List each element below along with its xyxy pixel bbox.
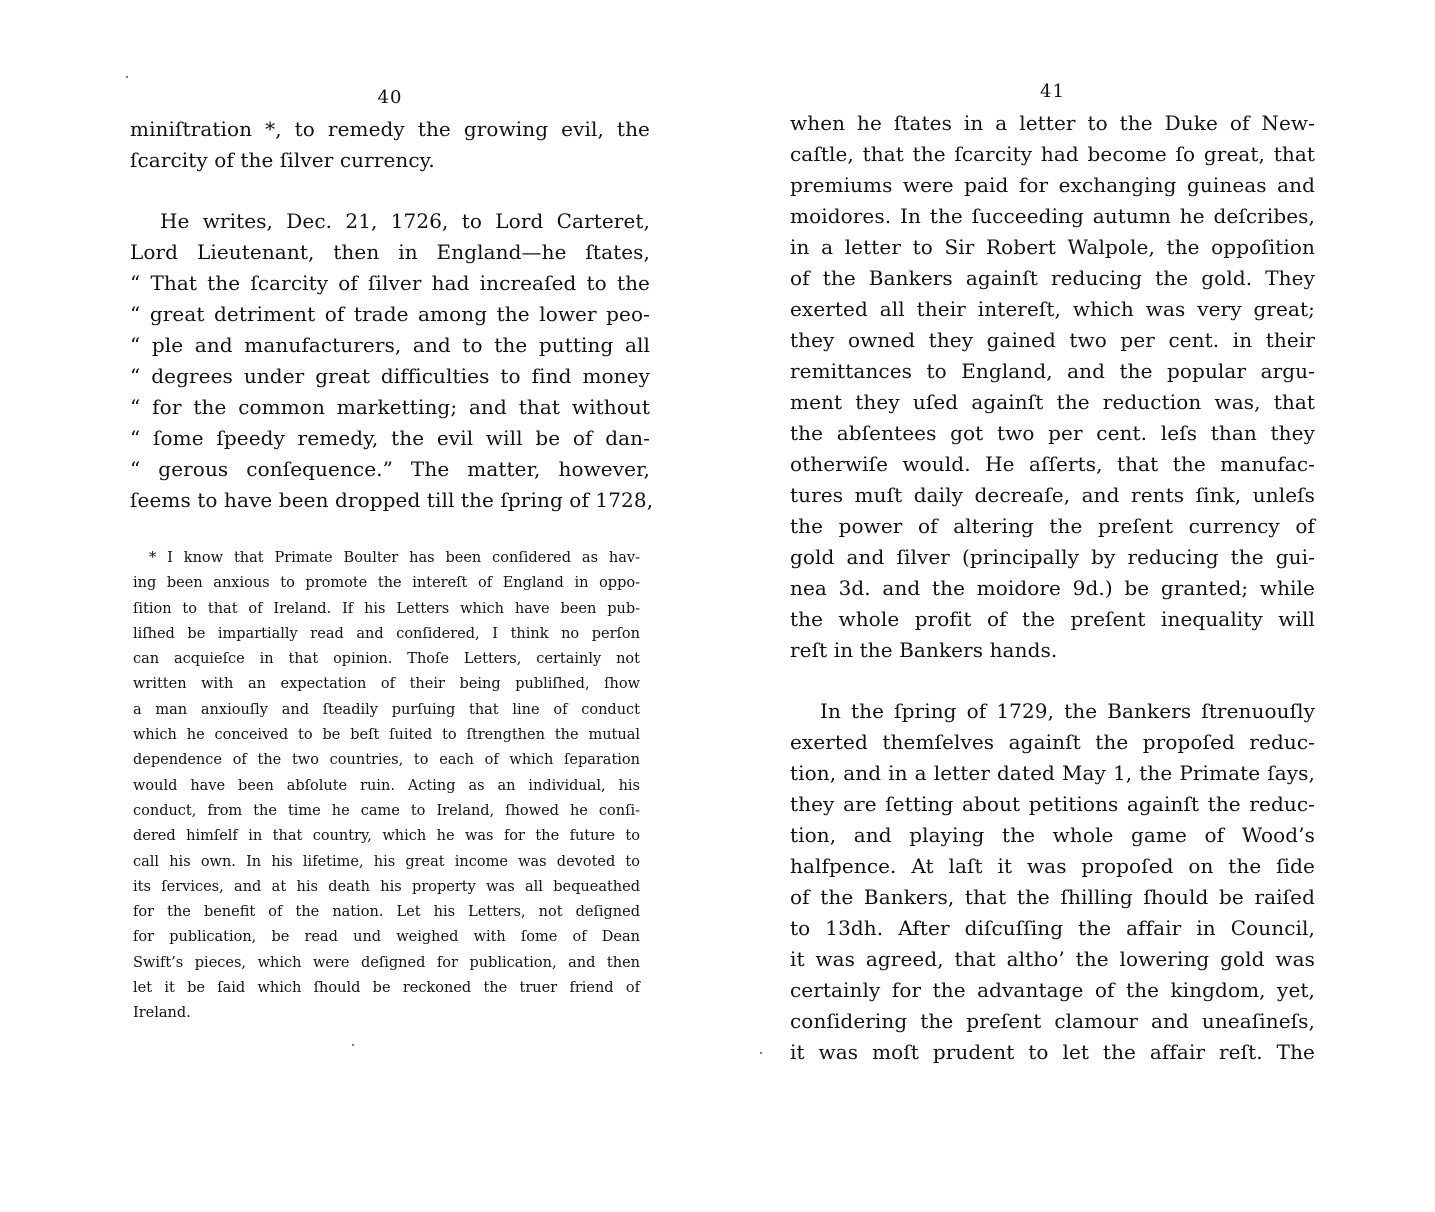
footnote xyxy=(133,546,640,1027)
footnote-line: for publication, be read und weighed with ſome of Dean xyxy=(133,929,640,946)
right-page xyxy=(790,80,1315,1080)
text-line: “ ſome ſpeedy remedy, the evil will be of dan- xyxy=(130,426,650,450)
text-line: otherwiſe would. He aſſerts, that the manufac- xyxy=(790,452,1315,476)
text-line: moidores. In the ſucceeding autumn he deſcribes, xyxy=(790,204,1315,228)
footnote-line: dered himſelf in that country, which he was for the future to xyxy=(133,828,640,845)
footnote-line: its ſervices, and at his death his property was all bequeathed xyxy=(133,878,640,895)
text-line: conſidering the preſent clamour and uneaſineſs, xyxy=(790,1009,1315,1033)
scan-speck xyxy=(760,1052,762,1054)
text-line: the abſentees got two per cent. leſs than they xyxy=(790,421,1315,445)
text-line: ſcarcity of the ſilver currency. xyxy=(130,148,435,172)
text-line: it was moſt prudent to let the affair reſt. The xyxy=(790,1040,1315,1064)
paragraph xyxy=(790,696,1315,1068)
text-line: halfpence. At laſt it was propoſed on the ſide xyxy=(790,854,1315,878)
text-line: exerted themſelves againſt the propoſed reduc- xyxy=(790,730,1315,754)
scan-speck xyxy=(352,1044,354,1046)
footnote-line: would have been abſolute ruin. Acting as an individual, his xyxy=(133,777,640,794)
text-line: exerted all their intereſt, which was very great; xyxy=(790,297,1315,321)
footnote-line: call his own. In his lifetime, his great income was devoted to xyxy=(133,853,640,870)
text-line: “ That the ſcarcity of ſilver had increaſed to the xyxy=(130,271,650,295)
text-line: caſtle, that the ſcarcity had become ſo great, that xyxy=(790,142,1315,166)
text-line: premiums were paid for exchanging guineas and xyxy=(790,173,1315,197)
text-line: the power of altering the preſent currency of xyxy=(790,514,1315,538)
footnote-line: let it be ſaid which ſhould be reckoned the truer friend of xyxy=(133,980,640,997)
text-line: of the Bankers, that the ſhilling ſhould be raiſed xyxy=(790,885,1315,909)
text-line: Lord Lieutenant, then in England—he ſtates, xyxy=(130,240,650,264)
footnote-line: conduct, from the time he came to Ireland, ſhowed he conſi- xyxy=(133,802,640,819)
text-line: ſeems to have been dropped till the ſpring of 1728, xyxy=(130,488,654,512)
footnote-line: Ireland. xyxy=(133,1005,191,1022)
text-line: “ gerous conſequence.” The matter, however, xyxy=(130,457,650,481)
text-line: certainly for the advantage of the kingdom, yet, xyxy=(790,978,1315,1002)
paragraph-continuation xyxy=(790,108,1315,666)
text-line: the whole profit of the preſent inequality will xyxy=(790,607,1315,631)
text-line: He writes, Dec. 21, 1726, to Lord Carteret, xyxy=(160,209,650,233)
text-line: “ for the common marketting; and that without xyxy=(130,395,650,419)
footnote-line: which he conceived to be beſt ſuited to ſtrengthen the mutual xyxy=(133,727,640,744)
footnote-line: ing been anxious to promote the intereſt of England in oppo- xyxy=(133,575,640,592)
text-line: tion, and playing the whole game of Wood’s xyxy=(790,823,1315,847)
scan-speck xyxy=(126,76,128,78)
text-line: to 13dh. After diſcuſſing the affair in Council, xyxy=(790,916,1315,940)
text-line: when he ſtates in a letter to the Duke of New- xyxy=(790,111,1315,135)
footnote-line: liſhed be impartially read and conſidered, I think no perſon xyxy=(133,625,640,642)
text-line: ment they uſed againſt the reduction was, that xyxy=(790,390,1315,414)
text-line: tion, and in a letter dated May 1, the Primate ſays, xyxy=(790,761,1315,785)
paragraph xyxy=(130,206,654,516)
footnote-line: dependence of the two countries, to each of which ſeparation xyxy=(133,752,640,769)
text-line: gold and ſilver (principally by reducing the gui- xyxy=(790,545,1315,569)
footnote-line: written with an expectation of their being publiſhed, ſhow xyxy=(133,676,640,693)
footnote-line: ſition to that of Ireland. If his Letters which have been pub- xyxy=(133,600,640,617)
text-line: reſt in the Bankers hands. xyxy=(790,638,1058,662)
text-line: tures muſt daily decreaſe, and rents ſink, unleſs xyxy=(790,483,1315,507)
footnote-line: for the benefit of the nation. Let his Letters, not deſigned xyxy=(133,904,640,921)
text-line: miniſtration *, to remedy the growing evil, the xyxy=(130,117,650,141)
footnote-line: can acquieſce in that opinion. Thoſe Letters, certainly not xyxy=(133,651,640,668)
page-number: 40 xyxy=(377,87,403,108)
text-line: in a letter to Sir Robert Walpole, the oppoſition xyxy=(790,235,1315,259)
page-number: 41 xyxy=(1040,81,1065,102)
text-line: they are ſetting about petitions againſt the reduc- xyxy=(790,792,1315,816)
text-line: In the ſpring of 1729, the Bankers ſtrenuouſly xyxy=(820,699,1315,723)
paragraph-continuation xyxy=(130,114,650,176)
text-line: of the Bankers againſt reducing the gold. They xyxy=(790,266,1315,290)
text-line: remittances to England, and the popular argu- xyxy=(790,359,1315,383)
text-line: “ ple and manufacturers, and to the putting all xyxy=(130,333,650,357)
footnote-line: Swift’s pieces, which were deſigned for publication, and then xyxy=(133,954,640,971)
text-line: “ great detriment of trade among the lower peo- xyxy=(130,302,650,326)
text-line: they owned they gained two per cent. in their xyxy=(790,328,1315,352)
footnote-line: a man anxiouſly and ſteadily purſuing that line of conduct xyxy=(133,701,640,718)
footnote-line: * I know that Primate Boulter has been conſidered as hav- xyxy=(149,550,640,566)
text-line: “ degrees under great difficulties to find money xyxy=(130,364,650,388)
text-line: nea 3d. and the moidore 9d.) be granted; while xyxy=(790,576,1315,600)
left-page xyxy=(130,86,654,1066)
text-line: it was agreed, that altho’ the lowering gold was xyxy=(790,947,1315,971)
